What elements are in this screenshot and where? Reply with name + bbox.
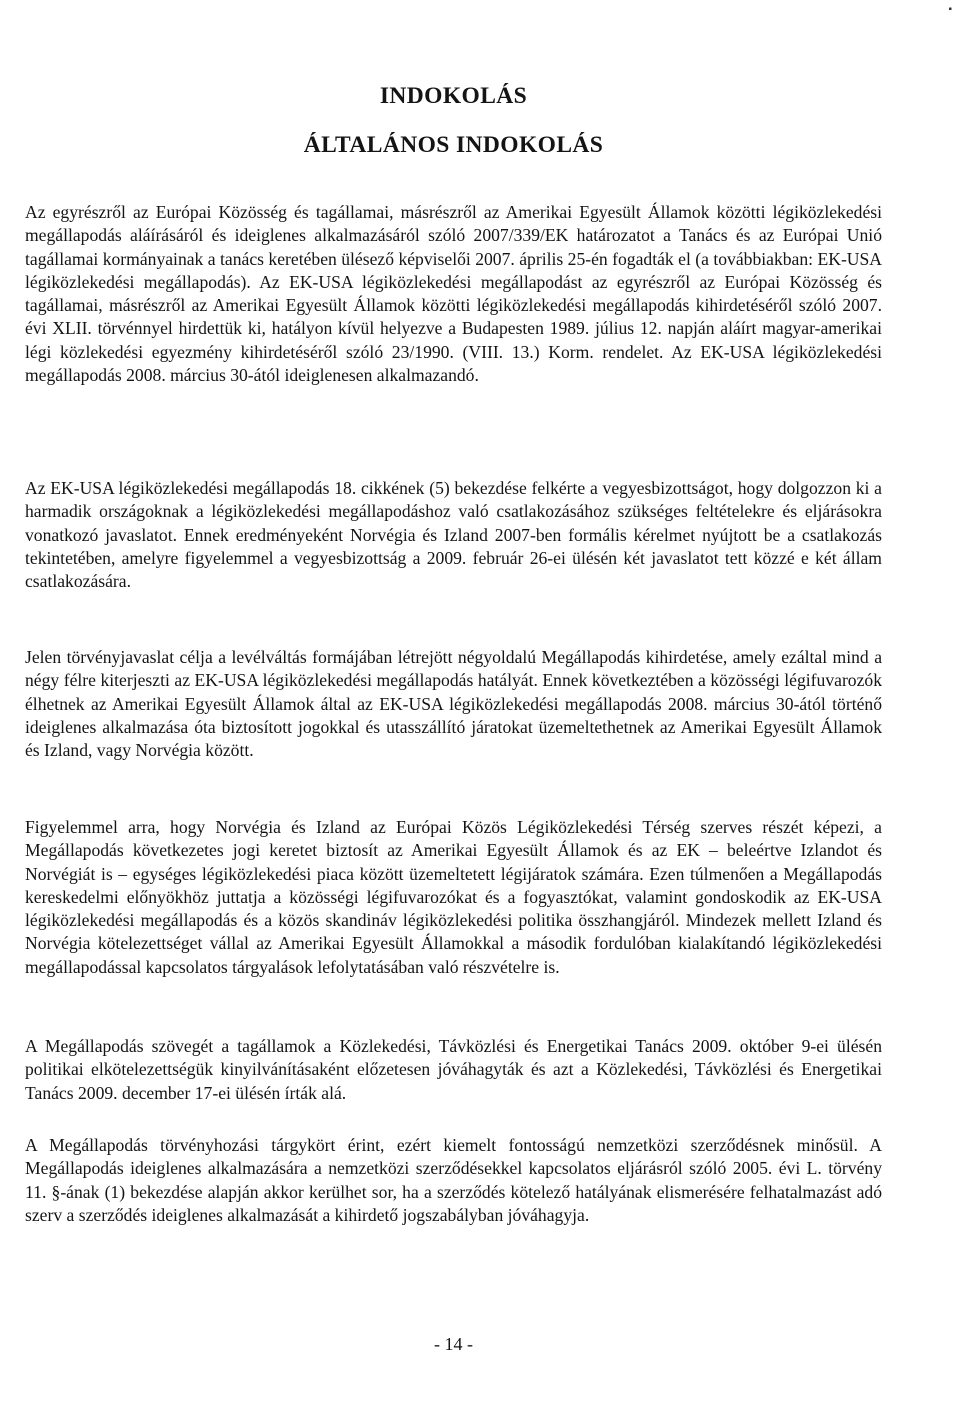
paragraph-2: Az EK-USA légiközlekedési megállapodás 18. cikkének (5) bekezdése felkérte a vegyesbizottságot, hogy dolgozzon ki a harmadik országoknak a légiközlekedési megállapodáshoz való csatlakozásához szükséges feltételekre és eljárásokra vonatkozó javaslatot. Ennek eredményeként Norvégia és Izland 2007-ben formális kérelmet nyújtott be a csatlakozás tekintetében, amelyre figyelemmel a vegyesbizottság a 2009. február 26-ei ülésén két javaslatot tett közzé e két állam csatlakozására. <box>25 478 882 592</box>
document-subheading: ÁLTALÁNOS INDOKOLÁS <box>303 132 604 158</box>
document-heading: INDOKOLÁS <box>379 83 528 109</box>
paragraph-6: A Megállapodás törvényhozási tárgykört érint, ezért kiemelt fontosságú nemzetközi szerződésnek minősül. A Megállapodás ideiglenes alkalmazására a nemzetközi szerződésekkel kapcsolatos eljárásról szóló 2005. évi L. törvény 11. §-ának (1) bekezdése alapján akkor kerülhet sor, ha a szerződés kötelező hatályának elismerésére felhatalmazást adó szerv a szerződés ideiglenes alkalmazását a kihirdető jogszabályban jóváhagyja. <box>25 1135 882 1225</box>
paragraph-5: A Megállapodás szövegét a tagállamok a Közlekedési, Távközlési és Energetikai Tanács 2009. október 9-ei ülésén politikai elkötelezettségük kinyilvánításaként előzetesen jóváhagyták és azt a Közlekedési, Távközlési és Energetikai Tanács 2009. december 17-ei ülésén írták alá. <box>25 1036 882 1103</box>
paragraph-4: Figyelemmel arra, hogy Norvégia és Izland az Európai Közös Légiközlekedési Térség szerves részét képezi, a Megállapodás következetes jogi keretet biztosít az Amerikai Egyesült Államok és az EK – beleértve Izlandot és Norvégiát is – egységes légiközlekedési piaca között üzemeltetett légijáratok számára. Ezen túlmenően a Megállapodás kereskedelmi előnyökhöz juttatja a közösségi légifuvarozókat és a fogyasztókat, valamint gondoskodik az EK-USA légiközlekedési megállapodás és a közös skandináv légiközlekedési politika összhangjáról. Mindezek mellett Izland és Norvégia kötelezettséget vállal az Amerikai Egyesült Államokkal a második fordulóban kialakítandó légiközlekedési megállapodással kapcsolatos tárgyalások lefolytatásában való részvételre is. <box>25 817 882 977</box>
scan-corner-mark: ▪ <box>948 4 952 15</box>
paragraph-1: Az egyrészről az Európai Közösség és tagállamai, másrészről az Amerikai Egyesült Államok közötti légiközlekedési megállapodás aláírásáról és ideiglenes alkalmazásáról szóló 2007/339/EK határozatot a Tanács és az Európai Unió tagállamai kormányainak a tanács keretében ülésező képviselői 2007. április 25-én fogadták el (a továbbiakban: EK-USA légiközlekedési megállapodás). Az EK-USA légiközlekedési megállapodást az egyrészről az Európai Közösség és tagállamai, másrészről az Amerikai Egyesült Államok közötti légiközlekedési megállapodás kihirdetéséről szóló 2007. évi XLII. törvénnyel hirdettük ki, hatályon kívül helyezve a Budapesten 1989. július 12. napján aláírt magyar-amerikai légi közlekedési egyezmény kihirdetéséről szóló 23/1990. (VIII. 13.) Korm. rendelet. Az EK-USA légiközlekedési megállapodás 2008. március 30-ától ideiglenesen alkalmazandó. <box>25 202 882 386</box>
paragraph-3: Jelen törvényjavaslat célja a levélváltás formájában létrejött négyoldalú Megállapodás kihirdetése, amely ezáltal mind a négy félre kiterjeszti az EK-USA légiközlekedési megállapodás hatályát. Ennek következtében a közösségi légifuvarozók élhetnek az Amerikai Egyesült Államok által az EK-USA légiközlekedési megállapodás 2008. március 30-ától történő ideiglenes alkalmazása óta biztosított jogokkal és utasszállító járatokat üzemeltethetnek az Amerikai Egyesült Államok és Izland, vagy Norvégia között. <box>25 647 882 761</box>
page-number: - 14 - <box>434 1334 473 1354</box>
